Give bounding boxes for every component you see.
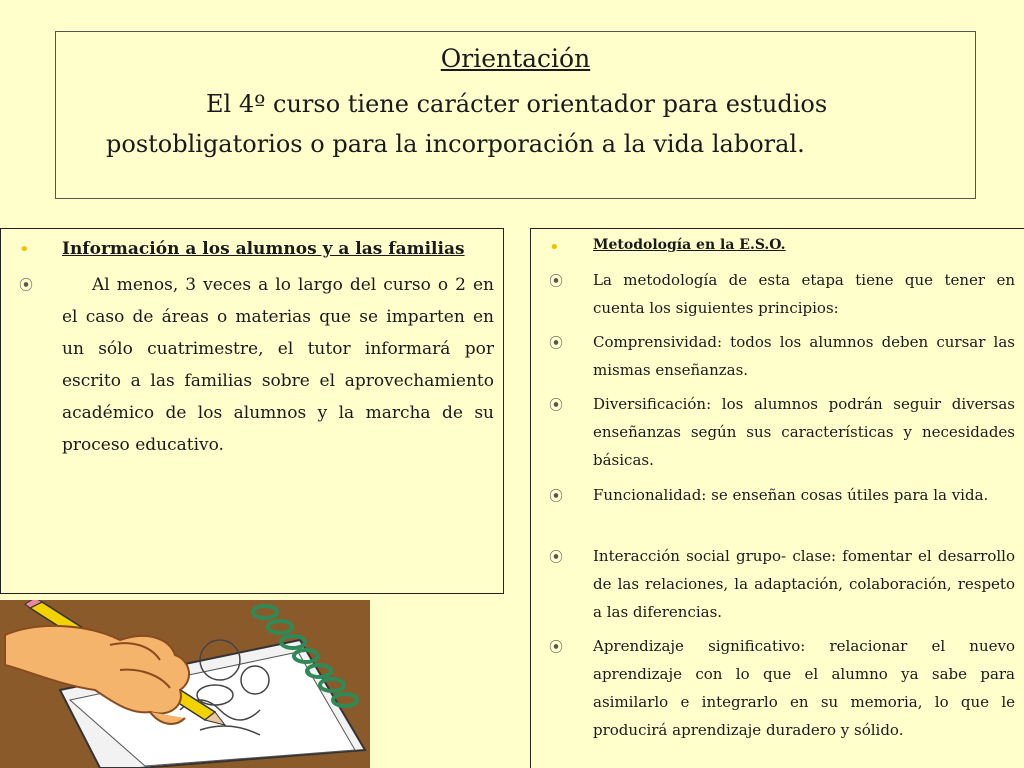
slide-title: Orientación (440, 44, 591, 73)
bullet-dot-icon: • (549, 237, 560, 258)
methodology-heading: Metodología en la E.S.O. (593, 237, 786, 253)
info-paragraph-item (19, 269, 494, 461)
subtitle-line-2: postobligatorios o para la incorporación a la vida laboral. (106, 130, 805, 158)
bullet-ring-icon: ⦿ (549, 640, 563, 656)
subtitle-line-1: El 4º curso tiene carácter orientador para estudios (206, 90, 828, 118)
methodology-item (549, 632, 1015, 744)
methodology-item-text: Funcionalidad: se enseñan cosas útiles para la vida. (593, 486, 989, 504)
info-paragraph: Al menos, 3 veces a lo largo del curso o 2 en el caso de áreas o materias que se imparten en un sólo cuatrimestre, el tutor informará por escrito a las familias sobre el aprovechamiento académico de los alumnos y la marcha de su proceso educativo. (62, 275, 494, 455)
methodology-item (549, 481, 1015, 509)
bullet-ring-icon: ⦿ (549, 550, 563, 566)
methodology-item-text: Aprendizaje significativo: relacionar el nuevo aprendizaje con lo que el alumno ya sabe para asimilarlo e integrarlo en su memoria, lo que le producirá aprendizaje duradero y sólido. (593, 637, 1015, 739)
methodology-item-text: Diversificación: los alumnos podrán seguir diversas enseñanzas según sus características y necesidades básicas. (593, 395, 1015, 469)
methodology-heading-item (549, 237, 1014, 258)
methodology-item-text: Interacción social grupo- clase: fomentar el desarrollo de las relaciones, la adaptación, colaboración, respeto a las diferencias. (593, 547, 1015, 621)
bullet-ring-icon: ⦿ (19, 278, 33, 294)
bullet-ring-icon: ⦿ (549, 398, 563, 414)
title-box (55, 31, 976, 199)
methodology-panel (530, 228, 1024, 768)
methodology-item (549, 542, 1015, 626)
hand-drawing-sketchbook-icon (0, 600, 370, 768)
bullet-ring-icon: ⦿ (549, 489, 563, 505)
bullet-dot-icon: • (19, 239, 30, 260)
title-subtitle (106, 84, 936, 164)
methodology-item-text: La metodología de esta etapa tiene que tener en cuenta los siguientes principios: (593, 271, 1015, 317)
methodology-item (549, 266, 1015, 322)
methodology-item (549, 390, 1015, 474)
methodology-item-text: Comprensividad: todos los alumnos deben cursar las mismas enseñanzas. (593, 333, 1015, 379)
methodology-item (549, 328, 1015, 384)
info-heading: Información a los alumnos y a las familias (62, 239, 465, 259)
bullet-ring-icon: ⦿ (549, 336, 563, 352)
info-panel (0, 228, 504, 594)
bullet-ring-icon: ⦿ (549, 274, 563, 290)
info-heading-item (19, 239, 489, 259)
